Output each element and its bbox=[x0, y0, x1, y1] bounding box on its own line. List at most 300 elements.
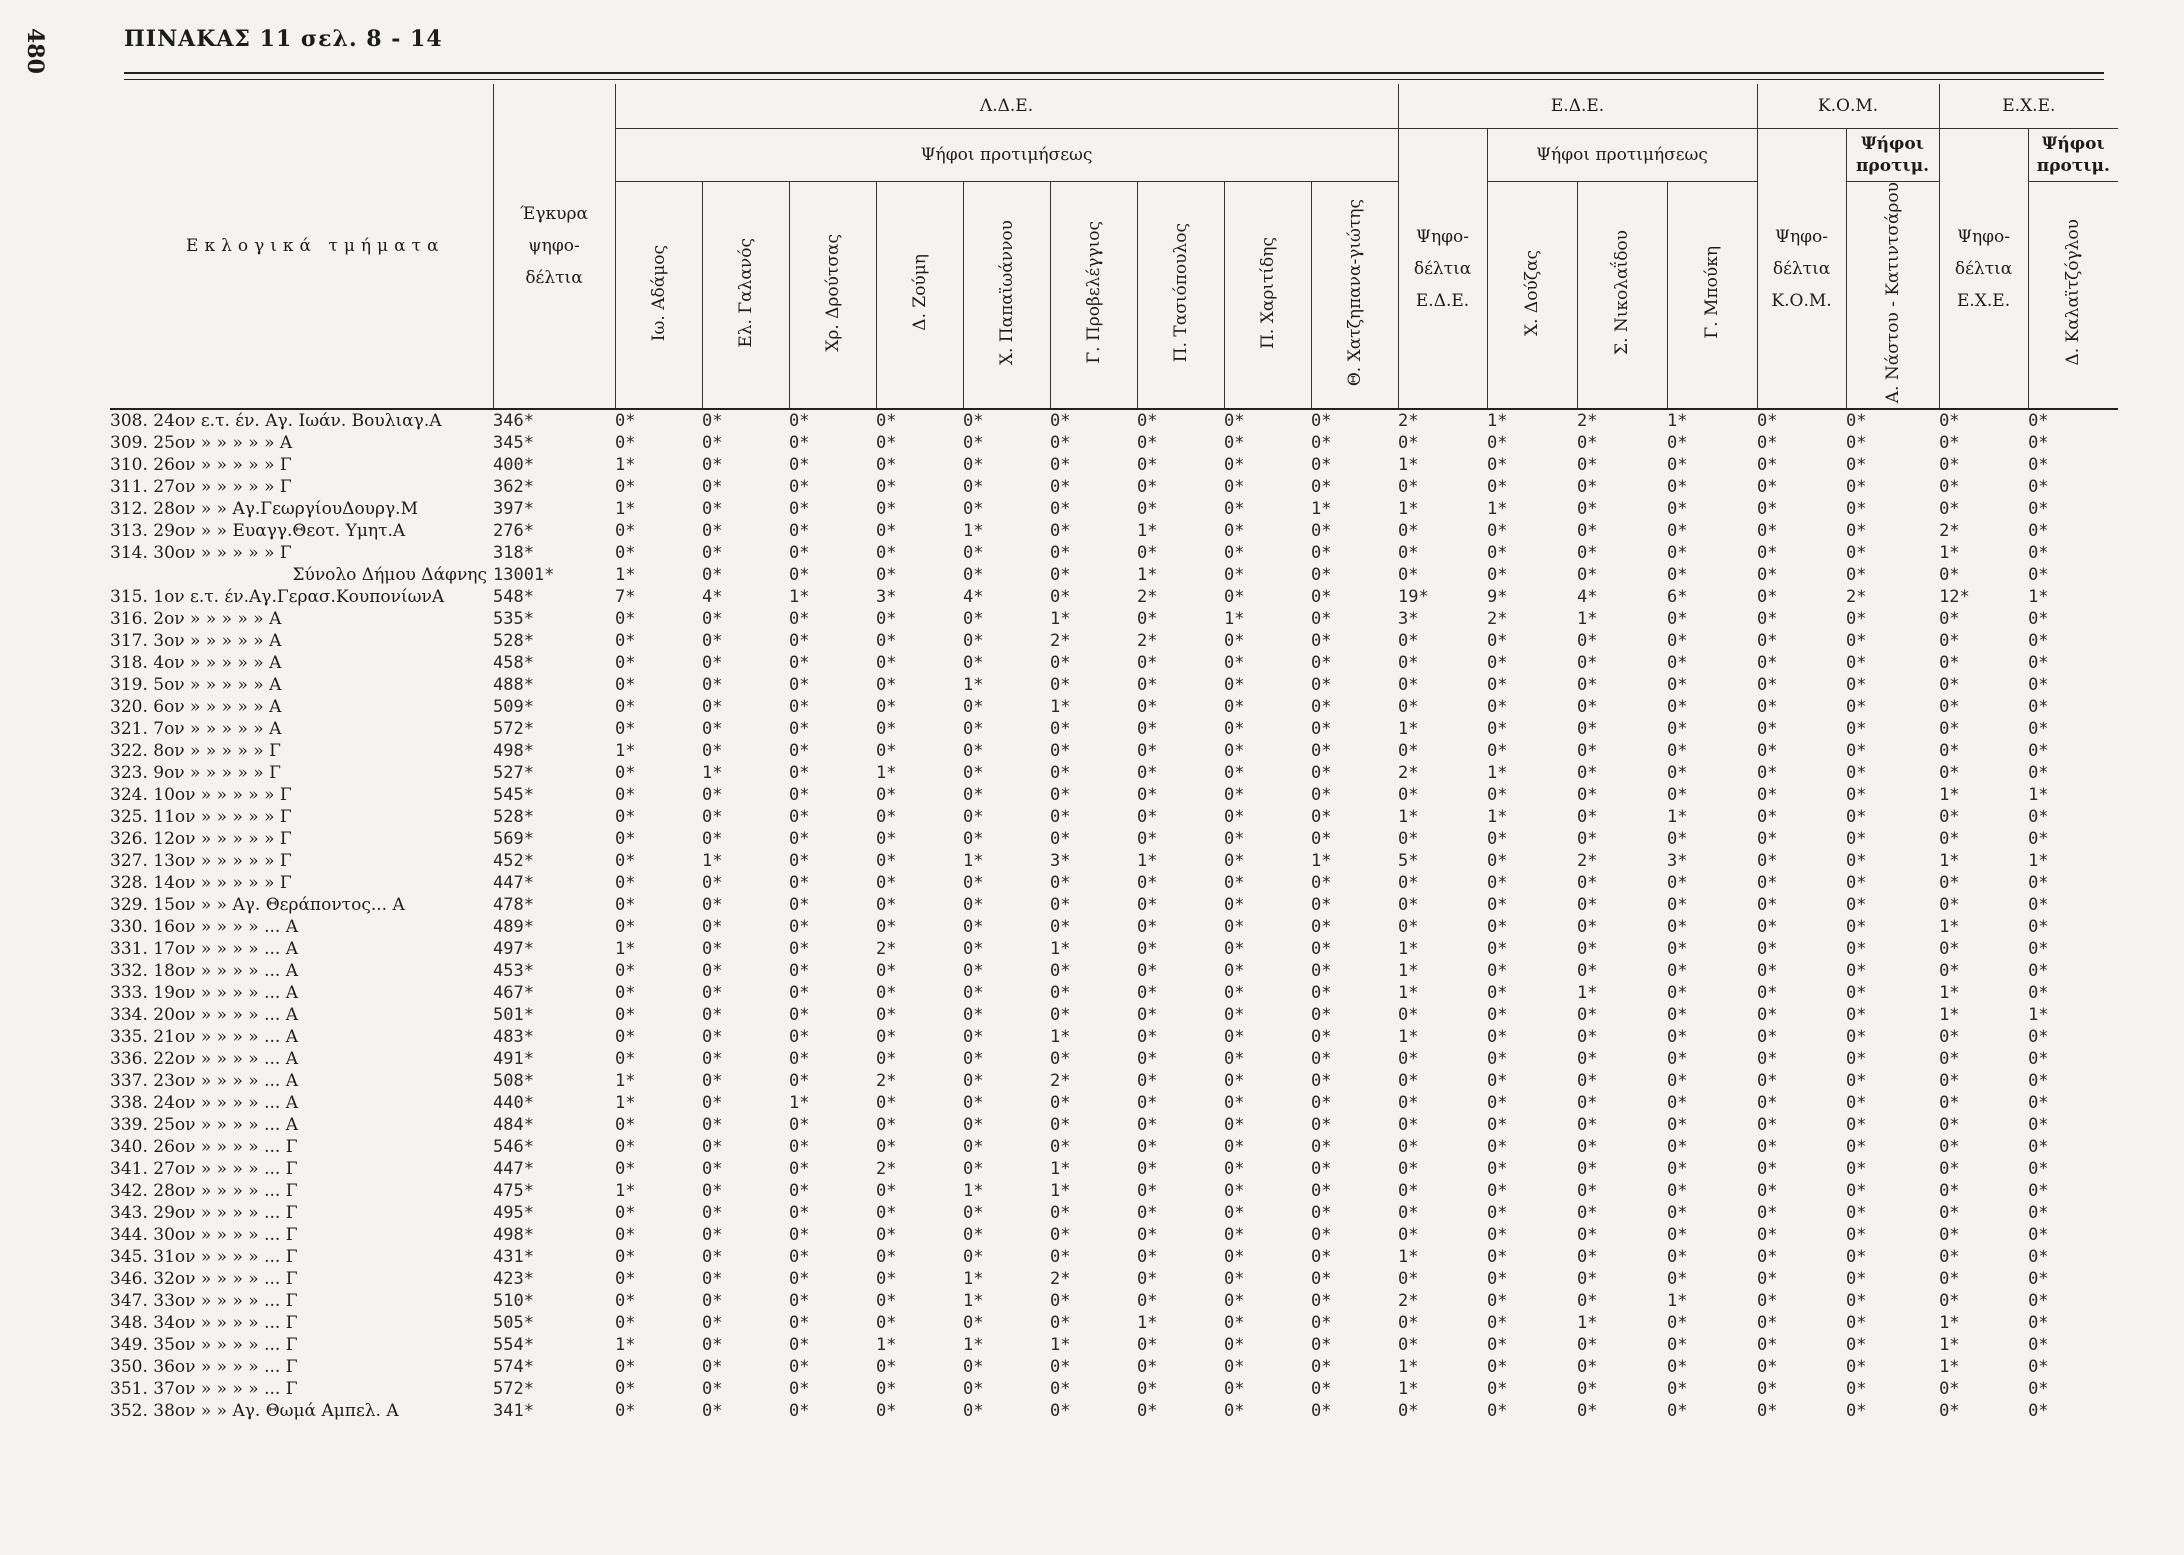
vote-cell: 0* bbox=[702, 829, 723, 850]
vote-cell: 0* bbox=[615, 1049, 636, 1070]
table-row bbox=[110, 520, 2118, 542]
vote-cell: 1* bbox=[702, 851, 723, 872]
vote-cell: 0* bbox=[1846, 829, 1867, 850]
vote-cell: 0* bbox=[1939, 807, 1960, 828]
vote-cell: 0* bbox=[2028, 455, 2049, 476]
vote-cell: 0* bbox=[1487, 1203, 1508, 1224]
vote-cell: 0* bbox=[1757, 807, 1778, 828]
vote-cell: 0* bbox=[615, 851, 636, 872]
vote-cell: 0* bbox=[1137, 1335, 1158, 1356]
vote-cell: 0* bbox=[1846, 455, 1867, 476]
vote-cell: 0* bbox=[789, 895, 810, 916]
valid-ballots-cell: 362* bbox=[493, 477, 534, 498]
vote-cell: 0* bbox=[1667, 565, 1688, 586]
vote-cell: 0* bbox=[1137, 1181, 1158, 1202]
valid-ballots-cell: 458* bbox=[493, 653, 534, 674]
valid-ballots-cell: 318* bbox=[493, 543, 534, 564]
vote-cell: 0* bbox=[1577, 807, 1598, 828]
valid-ballots-cell: 431* bbox=[493, 1247, 534, 1268]
vote-cell: 0* bbox=[615, 1225, 636, 1246]
district-label: 311. 27ον » » » » » Γ bbox=[110, 477, 292, 498]
vote-cell: 0* bbox=[615, 609, 636, 630]
vote-cell: 0* bbox=[615, 433, 636, 454]
vote-cell: 0* bbox=[876, 433, 897, 454]
vote-cell: 0* bbox=[1137, 1203, 1158, 1224]
vote-cell: 0* bbox=[702, 1071, 723, 1092]
district-label: 323. 9ον » » » » » Γ bbox=[110, 763, 281, 784]
district-label: 341. 27ον » » » » ... Γ bbox=[110, 1159, 298, 1180]
vote-cell: 0* bbox=[615, 653, 636, 674]
vote-cell: 0* bbox=[1577, 543, 1598, 564]
district-label: 344. 30ον » » » » ... Γ bbox=[110, 1225, 298, 1246]
vote-cell: 0* bbox=[615, 1203, 636, 1224]
vote-cell: 0* bbox=[1311, 1269, 1332, 1290]
vote-cell: 0* bbox=[1311, 1379, 1332, 1400]
vote-cell: 0* bbox=[1137, 1027, 1158, 1048]
district-label: 322. 8ον » » » » » Γ bbox=[110, 741, 281, 762]
vote-cell: 0* bbox=[1137, 1357, 1158, 1378]
vote-cell: 0* bbox=[1846, 411, 1867, 432]
vote-cell: 0* bbox=[1050, 455, 1071, 476]
vote-cell: 0* bbox=[1757, 565, 1778, 586]
vote-cell: 6* bbox=[1667, 587, 1688, 608]
valid-ballots-cell: 13001* bbox=[493, 565, 555, 586]
vote-cell: 0* bbox=[615, 1247, 636, 1268]
vote-cell: 0* bbox=[1577, 939, 1598, 960]
vote-cell: 0* bbox=[1757, 785, 1778, 806]
vote-cell: 0* bbox=[615, 1357, 636, 1378]
vote-cell: 0* bbox=[2028, 609, 2049, 630]
vote-cell: 0* bbox=[876, 1291, 897, 1312]
ede-ballots-line3: Ε.Δ.Ε. bbox=[1415, 290, 1470, 311]
vote-cell: 0* bbox=[702, 1203, 723, 1224]
vote-cell: 0* bbox=[1667, 983, 1688, 1004]
vote-cell: 0* bbox=[1224, 763, 1245, 784]
vote-cell: 0* bbox=[1050, 1225, 1071, 1246]
vote-cell: 0* bbox=[1757, 939, 1778, 960]
vote-cell: 0* bbox=[963, 983, 984, 1004]
vote-cell: 0* bbox=[1757, 653, 1778, 674]
vote-cell: 0* bbox=[876, 521, 897, 542]
vote-cell: 0* bbox=[1050, 1291, 1071, 1312]
vote-cell: 0* bbox=[1311, 873, 1332, 894]
table-row bbox=[110, 696, 2118, 718]
district-label: 335. 21ον » » » » ... Α bbox=[110, 1027, 298, 1048]
vote-cell: 0* bbox=[789, 851, 810, 872]
vote-cell: 0* bbox=[789, 873, 810, 894]
vote-cell: 0* bbox=[1224, 895, 1245, 916]
vote-cell: 0* bbox=[1224, 1269, 1245, 1290]
vote-cell: 0* bbox=[876, 477, 897, 498]
vote-cell: 0* bbox=[1398, 477, 1419, 498]
vote-cell: 0* bbox=[1137, 983, 1158, 1004]
vote-cell: 0* bbox=[1846, 675, 1867, 696]
vote-cell: 0* bbox=[702, 895, 723, 916]
vote-cell: 0* bbox=[963, 1247, 984, 1268]
vote-cell: 0* bbox=[1137, 1159, 1158, 1180]
district-label: 350. 36ον » » » » ... Γ bbox=[110, 1357, 298, 1378]
vote-cell: 0* bbox=[1757, 851, 1778, 872]
vote-cell: 0* bbox=[1757, 719, 1778, 740]
vote-cell: 0* bbox=[1137, 543, 1158, 564]
vote-cell: 0* bbox=[702, 1379, 723, 1400]
district-label: 313. 29ον » » Ευαγγ.Θεοτ. Υμητ.Α bbox=[110, 521, 406, 542]
vote-cell: 0* bbox=[1398, 1181, 1419, 1202]
vote-cell: 0* bbox=[876, 1005, 897, 1026]
vote-cell: 0* bbox=[1137, 741, 1158, 762]
vote-cell: 0* bbox=[1311, 433, 1332, 454]
vote-cell: 0* bbox=[2028, 939, 2049, 960]
vote-cell: 0* bbox=[615, 697, 636, 718]
vote-cell: 0* bbox=[1846, 719, 1867, 740]
vote-cell: 0* bbox=[876, 1313, 897, 1334]
valid-ballots-cell: 440* bbox=[493, 1093, 534, 1114]
table-row bbox=[110, 982, 2118, 1004]
vote-cell: 0* bbox=[789, 1247, 810, 1268]
valid-ballots-cell: 498* bbox=[493, 1225, 534, 1246]
vote-cell: 0* bbox=[1224, 961, 1245, 982]
vote-cell: 1* bbox=[615, 1181, 636, 1202]
vote-cell: 0* bbox=[1667, 1027, 1688, 1048]
vote-cell: 0* bbox=[1487, 1159, 1508, 1180]
vote-cell: 0* bbox=[1667, 543, 1688, 564]
vote-cell: 0* bbox=[1224, 1379, 1245, 1400]
vote-cell: 0* bbox=[1939, 1203, 1960, 1224]
vote-cell: 0* bbox=[1939, 697, 1960, 718]
vote-cell: 0* bbox=[789, 1137, 810, 1158]
vote-cell: 0* bbox=[1846, 1049, 1867, 1070]
kom-prefs-line1: Ψήφοι bbox=[1861, 134, 1924, 154]
vote-cell: 0* bbox=[963, 1115, 984, 1136]
vote-cell: 0* bbox=[1577, 719, 1598, 740]
vote-cell: 0* bbox=[1667, 829, 1688, 850]
vote-cell: 0* bbox=[1846, 939, 1867, 960]
vote-cell: 0* bbox=[1487, 697, 1508, 718]
exe-prefs-header bbox=[2028, 129, 2118, 182]
vote-cell: 0* bbox=[876, 1401, 897, 1422]
vote-cell: 1* bbox=[1939, 1357, 1960, 1378]
results-table bbox=[110, 84, 2118, 1422]
vote-cell: 0* bbox=[1398, 565, 1419, 586]
vote-cell: 0* bbox=[1311, 653, 1332, 674]
vote-cell: 0* bbox=[1050, 1049, 1071, 1070]
vote-cell: 0* bbox=[1939, 939, 1960, 960]
table-row bbox=[110, 432, 2118, 454]
valid-ballots-cell: 501* bbox=[493, 1005, 534, 1026]
vote-cell: 0* bbox=[1398, 631, 1419, 652]
vote-cell: 0* bbox=[702, 741, 723, 762]
vote-cell: 0* bbox=[1667, 1379, 1688, 1400]
vote-cell: 0* bbox=[1487, 653, 1508, 674]
vote-cell: 0* bbox=[1846, 895, 1867, 916]
vote-cell: 0* bbox=[1487, 675, 1508, 696]
vote-cell: 0* bbox=[1224, 873, 1245, 894]
table-row bbox=[110, 806, 2118, 828]
table-row bbox=[110, 542, 2118, 564]
vote-cell: 0* bbox=[1398, 433, 1419, 454]
vote-cell: 0* bbox=[702, 1049, 723, 1070]
vote-cell: 0* bbox=[963, 433, 984, 454]
vote-cell: 0* bbox=[702, 1401, 723, 1422]
vote-cell: 0* bbox=[789, 785, 810, 806]
vote-cell: 0* bbox=[702, 939, 723, 960]
vote-cell: 0* bbox=[789, 983, 810, 1004]
vote-cell: 0* bbox=[963, 807, 984, 828]
vote-cell: 0* bbox=[1939, 1401, 1960, 1422]
vote-cell: 0* bbox=[1577, 763, 1598, 784]
vote-cell: 0* bbox=[615, 763, 636, 784]
vote-cell: 0* bbox=[963, 1137, 984, 1158]
vote-cell: 1* bbox=[2028, 851, 2049, 872]
vote-cell: 0* bbox=[2028, 675, 2049, 696]
vote-cell: 0* bbox=[1487, 1181, 1508, 1202]
vote-cell: 0* bbox=[1137, 477, 1158, 498]
vote-cell: 2* bbox=[1137, 631, 1158, 652]
vote-cell: 1* bbox=[1398, 961, 1419, 982]
vote-cell: 0* bbox=[1577, 917, 1598, 938]
vote-cell: 1* bbox=[963, 675, 984, 696]
vote-cell: 0* bbox=[1137, 433, 1158, 454]
vote-cell: 0* bbox=[789, 499, 810, 520]
vote-cell: 0* bbox=[1137, 1379, 1158, 1400]
vote-cell: 0* bbox=[789, 1005, 810, 1026]
candidate-header: Ελ. Γαλανός bbox=[702, 182, 789, 410]
vote-cell: 1* bbox=[1487, 763, 1508, 784]
vote-cell: 0* bbox=[1487, 1379, 1508, 1400]
valid-ballots-cell: 548* bbox=[493, 587, 534, 608]
vote-cell: 0* bbox=[615, 411, 636, 432]
vote-cell: 0* bbox=[1224, 587, 1245, 608]
vote-cell: 0* bbox=[1939, 763, 1960, 784]
vote-cell: 0* bbox=[789, 1357, 810, 1378]
vote-cell: 1* bbox=[876, 763, 897, 784]
vote-cell: 1* bbox=[615, 1071, 636, 1092]
vote-cell: 0* bbox=[1846, 1291, 1867, 1312]
vote-cell: 0* bbox=[876, 917, 897, 938]
district-label: 333. 19ον » » » » ... Α bbox=[110, 983, 298, 1004]
vote-cell: 0* bbox=[876, 1357, 897, 1378]
vote-cell: 1* bbox=[1577, 983, 1598, 1004]
vote-cell: 0* bbox=[2028, 961, 2049, 982]
vote-cell: 0* bbox=[876, 1181, 897, 1202]
vote-cell: 0* bbox=[1667, 477, 1688, 498]
vote-cell: 0* bbox=[2028, 873, 2049, 894]
vote-cell: 0* bbox=[1846, 1225, 1867, 1246]
vote-cell: 0* bbox=[1577, 499, 1598, 520]
vote-cell: 0* bbox=[876, 851, 897, 872]
vote-cell: 0* bbox=[1487, 851, 1508, 872]
vote-cell: 1* bbox=[963, 1181, 984, 1202]
vote-cell: 0* bbox=[876, 785, 897, 806]
table-row bbox=[110, 1202, 2118, 1224]
vote-cell: 1* bbox=[1398, 499, 1419, 520]
vote-cell: 0* bbox=[1224, 1401, 1245, 1422]
vote-cell: 0* bbox=[1311, 939, 1332, 960]
vote-cell: 0* bbox=[1224, 939, 1245, 960]
vote-cell: 0* bbox=[1577, 565, 1598, 586]
vote-cell: 0* bbox=[1487, 1093, 1508, 1114]
vote-cell: 0* bbox=[1667, 763, 1688, 784]
vote-cell: 0* bbox=[1846, 1269, 1867, 1290]
vote-cell: 0* bbox=[963, 1049, 984, 1070]
vote-cell: 0* bbox=[963, 917, 984, 938]
vote-cell: 0* bbox=[1311, 411, 1332, 432]
valid-label-line2: ψηφο- bbox=[528, 236, 580, 257]
vote-cell: 0* bbox=[1846, 631, 1867, 652]
vote-cell: 0* bbox=[1577, 1225, 1598, 1246]
table-row bbox=[110, 652, 2118, 674]
vote-cell: 0* bbox=[1224, 697, 1245, 718]
vote-cell: 0* bbox=[1487, 1335, 1508, 1356]
vote-cell: 0* bbox=[1757, 433, 1778, 454]
vote-cell: 0* bbox=[1487, 521, 1508, 542]
vote-cell: 0* bbox=[1050, 1401, 1071, 1422]
vote-cell: 0* bbox=[1487, 1071, 1508, 1092]
vote-cell: 1* bbox=[1137, 565, 1158, 586]
vote-cell: 0* bbox=[1224, 1335, 1245, 1356]
district-label: 308. 24ον ε.τ. έν. Αγ. Ιωάν. Βουλιαγ.Α bbox=[110, 411, 442, 432]
vote-cell: 3* bbox=[1050, 851, 1071, 872]
vote-cell: 0* bbox=[1311, 741, 1332, 762]
vote-cell: 0* bbox=[1311, 1049, 1332, 1070]
vote-cell: 0* bbox=[789, 1225, 810, 1246]
vote-cell: 0* bbox=[1846, 477, 1867, 498]
vote-cell: 2* bbox=[1939, 521, 1960, 542]
valid-ballots-cell: 528* bbox=[493, 631, 534, 652]
vote-cell: 1* bbox=[876, 1335, 897, 1356]
vote-cell: 0* bbox=[1577, 1357, 1598, 1378]
vote-cell: 0* bbox=[1667, 741, 1688, 762]
vote-cell: 0* bbox=[1050, 741, 1071, 762]
vote-cell: 0* bbox=[2028, 1357, 2049, 1378]
vote-cell: 0* bbox=[1757, 521, 1778, 542]
valid-ballots-cell: 527* bbox=[493, 763, 534, 784]
vote-cell: 0* bbox=[789, 1335, 810, 1356]
vote-cell: 0* bbox=[963, 609, 984, 630]
header-rule-thin bbox=[124, 79, 2104, 80]
vote-cell: 0* bbox=[1667, 895, 1688, 916]
vote-cell: 0* bbox=[1224, 1247, 1245, 1268]
table-row bbox=[110, 762, 2118, 784]
vote-cell: 0* bbox=[615, 983, 636, 1004]
vote-cell: 0* bbox=[1224, 1291, 1245, 1312]
vote-cell: 0* bbox=[1224, 653, 1245, 674]
vote-cell: 1* bbox=[1050, 1335, 1071, 1356]
vote-cell: 0* bbox=[963, 411, 984, 432]
vote-cell: 0* bbox=[1224, 1313, 1245, 1334]
district-label: 351. 37ον » » » » ... Γ bbox=[110, 1379, 298, 1400]
vote-cell: 0* bbox=[1487, 1401, 1508, 1422]
vote-cell: 0* bbox=[1487, 873, 1508, 894]
valid-ballots-cell: 346* bbox=[493, 411, 534, 432]
vote-cell: 0* bbox=[615, 873, 636, 894]
vote-cell: 0* bbox=[1667, 873, 1688, 894]
vote-cell: 0* bbox=[1137, 1225, 1158, 1246]
vote-cell: 0* bbox=[2028, 1093, 2049, 1114]
vote-cell: 0* bbox=[1757, 1379, 1778, 1400]
vote-cell: 0* bbox=[1757, 1093, 1778, 1114]
valid-ballots-cell: 572* bbox=[493, 719, 534, 740]
vote-cell: 0* bbox=[1137, 895, 1158, 916]
vote-cell: 0* bbox=[2028, 697, 2049, 718]
vote-cell: 1* bbox=[1667, 807, 1688, 828]
vote-cell: 1* bbox=[615, 1093, 636, 1114]
valid-ballots-cell: 467* bbox=[493, 983, 534, 1004]
exe-ballots-line1: Ψηφο- bbox=[1957, 226, 2011, 247]
table-row bbox=[110, 1400, 2118, 1422]
vote-cell: 2* bbox=[876, 1071, 897, 1092]
vote-cell: 0* bbox=[1846, 1071, 1867, 1092]
vote-cell: 0* bbox=[615, 785, 636, 806]
table-row bbox=[110, 784, 2118, 806]
table-row bbox=[110, 938, 2118, 960]
vote-cell: 0* bbox=[1577, 1093, 1598, 1114]
vote-cell: 0* bbox=[1846, 1027, 1867, 1048]
table-row bbox=[110, 740, 2118, 762]
vote-cell: 0* bbox=[1939, 1269, 1960, 1290]
vote-cell: 0* bbox=[1050, 917, 1071, 938]
vote-cell: 0* bbox=[702, 411, 723, 432]
vote-cell: 0* bbox=[1224, 1115, 1245, 1136]
vote-cell: 0* bbox=[1939, 499, 1960, 520]
vote-cell: 0* bbox=[1137, 1049, 1158, 1070]
district-label: 326. 12ον » » » » » Γ bbox=[110, 829, 292, 850]
vote-cell: 0* bbox=[1311, 1137, 1332, 1158]
vote-cell: 0* bbox=[963, 785, 984, 806]
table-row bbox=[110, 1378, 2118, 1400]
vote-cell: 0* bbox=[1050, 499, 1071, 520]
vote-cell: 0* bbox=[1311, 1401, 1332, 1422]
vote-cell: 0* bbox=[1137, 1401, 1158, 1422]
valid-ballots-cell: 483* bbox=[493, 1027, 534, 1048]
lde-prefs-header: Ψήφοι προτιμήσεως bbox=[615, 129, 1398, 182]
vote-cell: 0* bbox=[963, 1005, 984, 1026]
vote-cell: 0* bbox=[1757, 1137, 1778, 1158]
valid-ballots-cell: 545* bbox=[493, 785, 534, 806]
vote-cell: 0* bbox=[2028, 895, 2049, 916]
vote-cell: 0* bbox=[1846, 1005, 1867, 1026]
vote-cell: 0* bbox=[1311, 1027, 1332, 1048]
vote-cell: 1* bbox=[1311, 499, 1332, 520]
vote-cell: 0* bbox=[1311, 1225, 1332, 1246]
table-row bbox=[110, 1224, 2118, 1246]
vote-cell: 0* bbox=[1311, 565, 1332, 586]
vote-cell: 0* bbox=[1667, 917, 1688, 938]
vote-cell: 0* bbox=[1398, 521, 1419, 542]
vote-cell: 0* bbox=[1577, 1115, 1598, 1136]
vote-cell: 0* bbox=[1846, 521, 1867, 542]
vote-cell: 0* bbox=[2028, 1269, 2049, 1290]
vote-cell: 0* bbox=[2028, 1379, 2049, 1400]
vote-cell: 0* bbox=[702, 477, 723, 498]
vote-cell: 0* bbox=[1311, 1159, 1332, 1180]
vote-cell: 0* bbox=[1939, 1115, 1960, 1136]
valid-ballots-cell: 498* bbox=[493, 741, 534, 762]
vote-cell: 0* bbox=[1667, 653, 1688, 674]
vote-cell: 0* bbox=[789, 1181, 810, 1202]
vote-cell: 0* bbox=[2028, 433, 2049, 454]
vote-cell: 0* bbox=[963, 477, 984, 498]
vote-cell: 3* bbox=[1667, 851, 1688, 872]
vote-cell: 0* bbox=[963, 719, 984, 740]
vote-cell: 2* bbox=[1398, 1291, 1419, 1312]
vote-cell: 0* bbox=[1577, 675, 1598, 696]
vote-cell: 0* bbox=[1050, 1093, 1071, 1114]
vote-cell: 0* bbox=[963, 697, 984, 718]
vote-cell: 0* bbox=[1757, 1203, 1778, 1224]
vote-cell: 0* bbox=[1757, 1005, 1778, 1026]
vote-cell: 0* bbox=[1050, 543, 1071, 564]
